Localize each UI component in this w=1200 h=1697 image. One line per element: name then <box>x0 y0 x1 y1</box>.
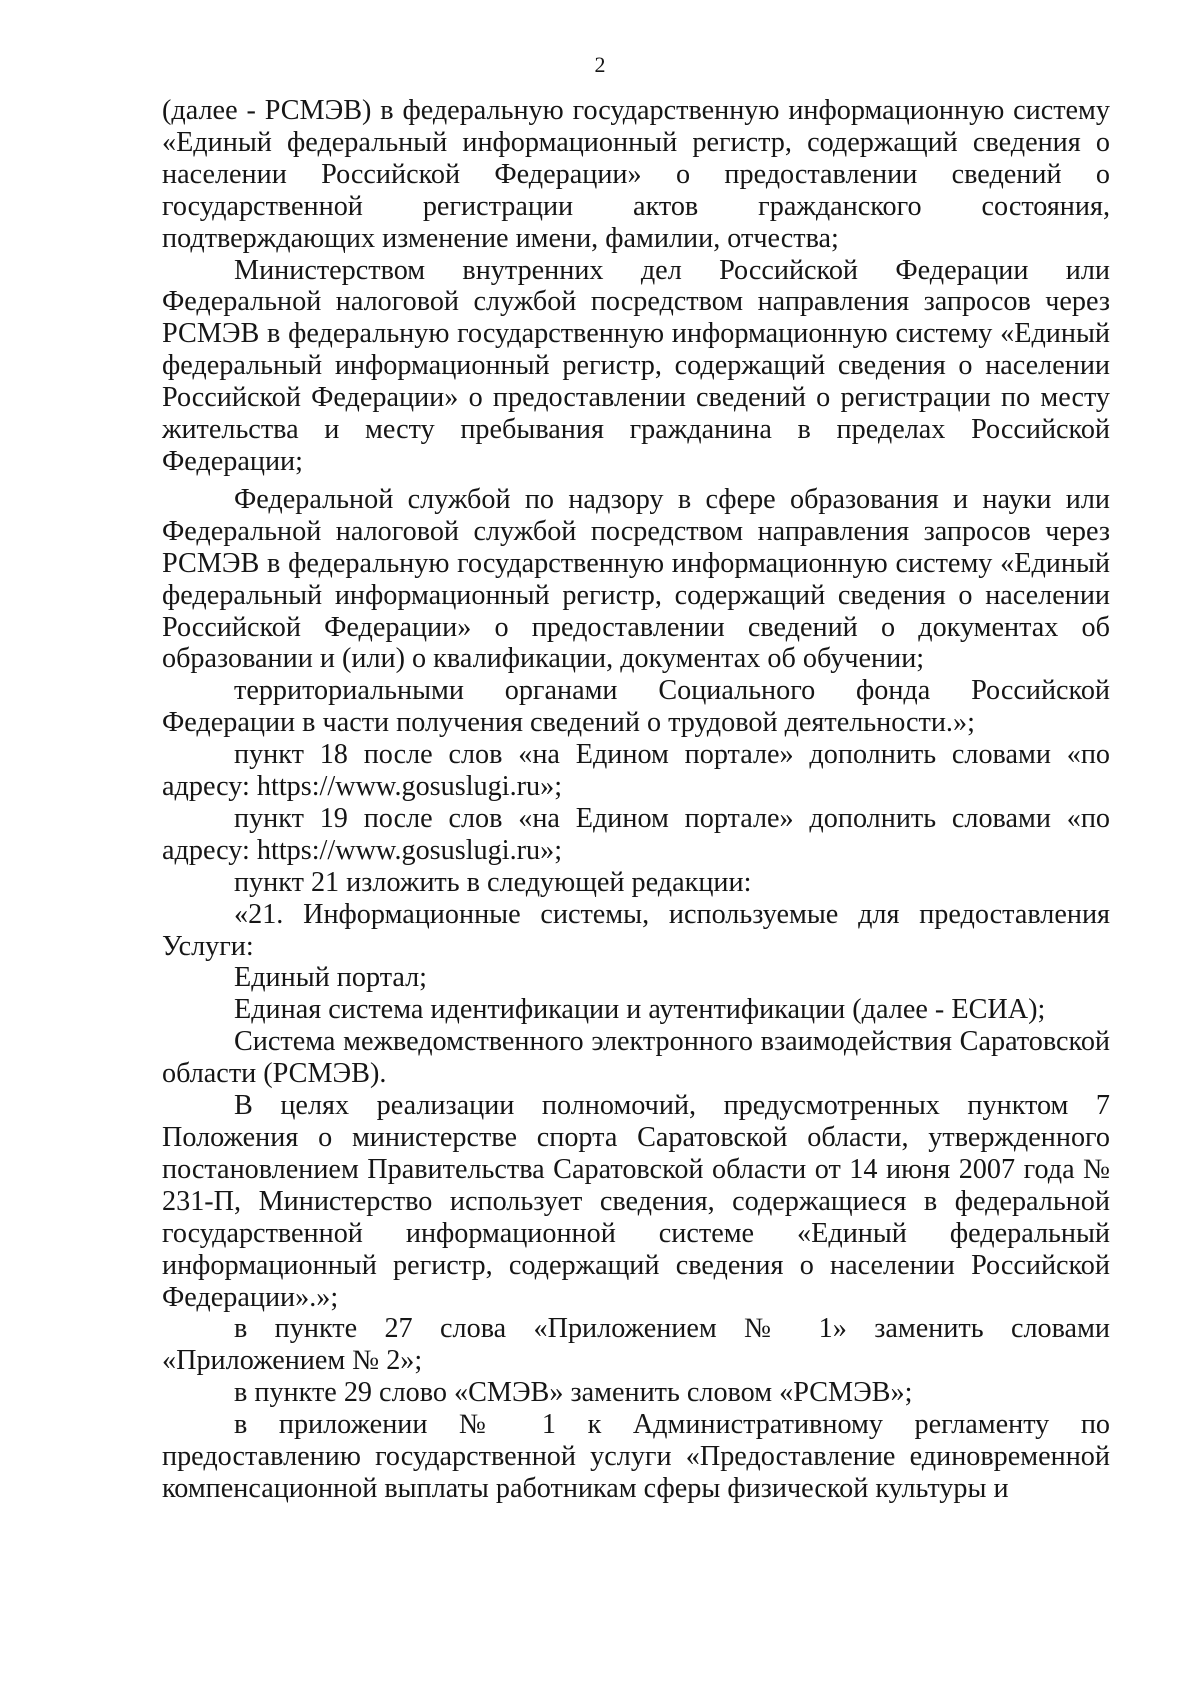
document-body <box>162 95 1110 1505</box>
paragraph-rsmev-civil-status: (далее - РСМЭВ) в федеральную государственную информационную систему «Единый федеральный информационный регистр, содержащий сведения о населении Российской Федерации» о предоставлении сведений о государственной регистрации актов гражданского состояния, подтверждающих изменение имени, фамилии, отчества; <box>162 95 1110 254</box>
paragraph-clause-29: в пункте 29 слово «СМЭВ» заменить словом «РСМЭВ»; <box>234 1377 913 1409</box>
paragraph-clause-21-intro: пункт 21 изложить в следующей редакции: <box>234 866 752 898</box>
paragraph-clause-21-text: «21. Информационные системы, используемые для предоставления Услуги: <box>162 898 1110 962</box>
paragraph-clause-19: пункт 19 после слов «на Едином портале» дополнить словами «по адресу: https://www.gosuslugi.ru»; <box>162 802 1110 866</box>
paragraph-esia: Единая система идентификации и аутентификации (далее - ЕСИА); <box>234 994 1046 1026</box>
paragraph-clause-27: в пункте 27 слова «Приложением № 1» заменить словами «Приложением № 2»; <box>162 1313 1110 1377</box>
paragraph-clause-18: пункт 18 после слов «на Едином портале» дополнить словами «по адресу: https://www.gosuslugi.ru»; <box>162 739 1110 803</box>
paragraph-ministry-powers: В целях реализации полномочий, предусмотренных пунктом 7 Положения о министерстве спорта Саратовской области, утвержденного постановлением Правительства Саратовской области от 14 июня 2007 года № 231-П, Министерство использует сведения, содержащиеся в федеральной государственной информационной системе «Единый федеральный информационный регистр, содержащий сведения о населении Российской Федерации».»; <box>162 1090 1110 1313</box>
paragraph-education-documents: Федеральной службой по надзору в сфере образования и науки или Федеральной налоговой службой посредством направления запросов через РСМЭВ в федеральную государственную информационную систему «Единый федеральный информационный регистр, содержащий сведения о населении Российской Федерации» о предоставлении сведений о документах об образовании и (или) о квалификации, документах об обучении; <box>162 483 1110 675</box>
paragraph-single-portal: Единый портал; <box>234 962 428 994</box>
paragraph-rsmev-system: Система межведомственного электронного взаимодействия Саратовской области (РСМЭВ). <box>162 1026 1110 1090</box>
paragraph-social-fund: территориальными органами Социального фонда Российской Федерации в части получения сведений о трудовой деятельности.»; <box>162 675 1110 739</box>
paragraph-appendix-1: в приложении № 1 к Административному регламенту по предоставлению государственной услуги «Предоставление единовременной компенсационной выплаты работникам сферы физической культуры и <box>162 1409 1110 1504</box>
page-number: 2 <box>594 52 606 77</box>
paragraph-mvd-registration: Министерством внутренних дел Российской Федерации или Федеральной налоговой службой посредством направления запросов через РСМЭВ в федеральную государственную информационную систему «Единый федеральный информационный регистр, содержащий сведения о населении Российской Федерации» о предоставлении сведений о регистрации по месту жительства и месту пребывания гражданина в пределах Российской Федерации; <box>162 254 1110 477</box>
